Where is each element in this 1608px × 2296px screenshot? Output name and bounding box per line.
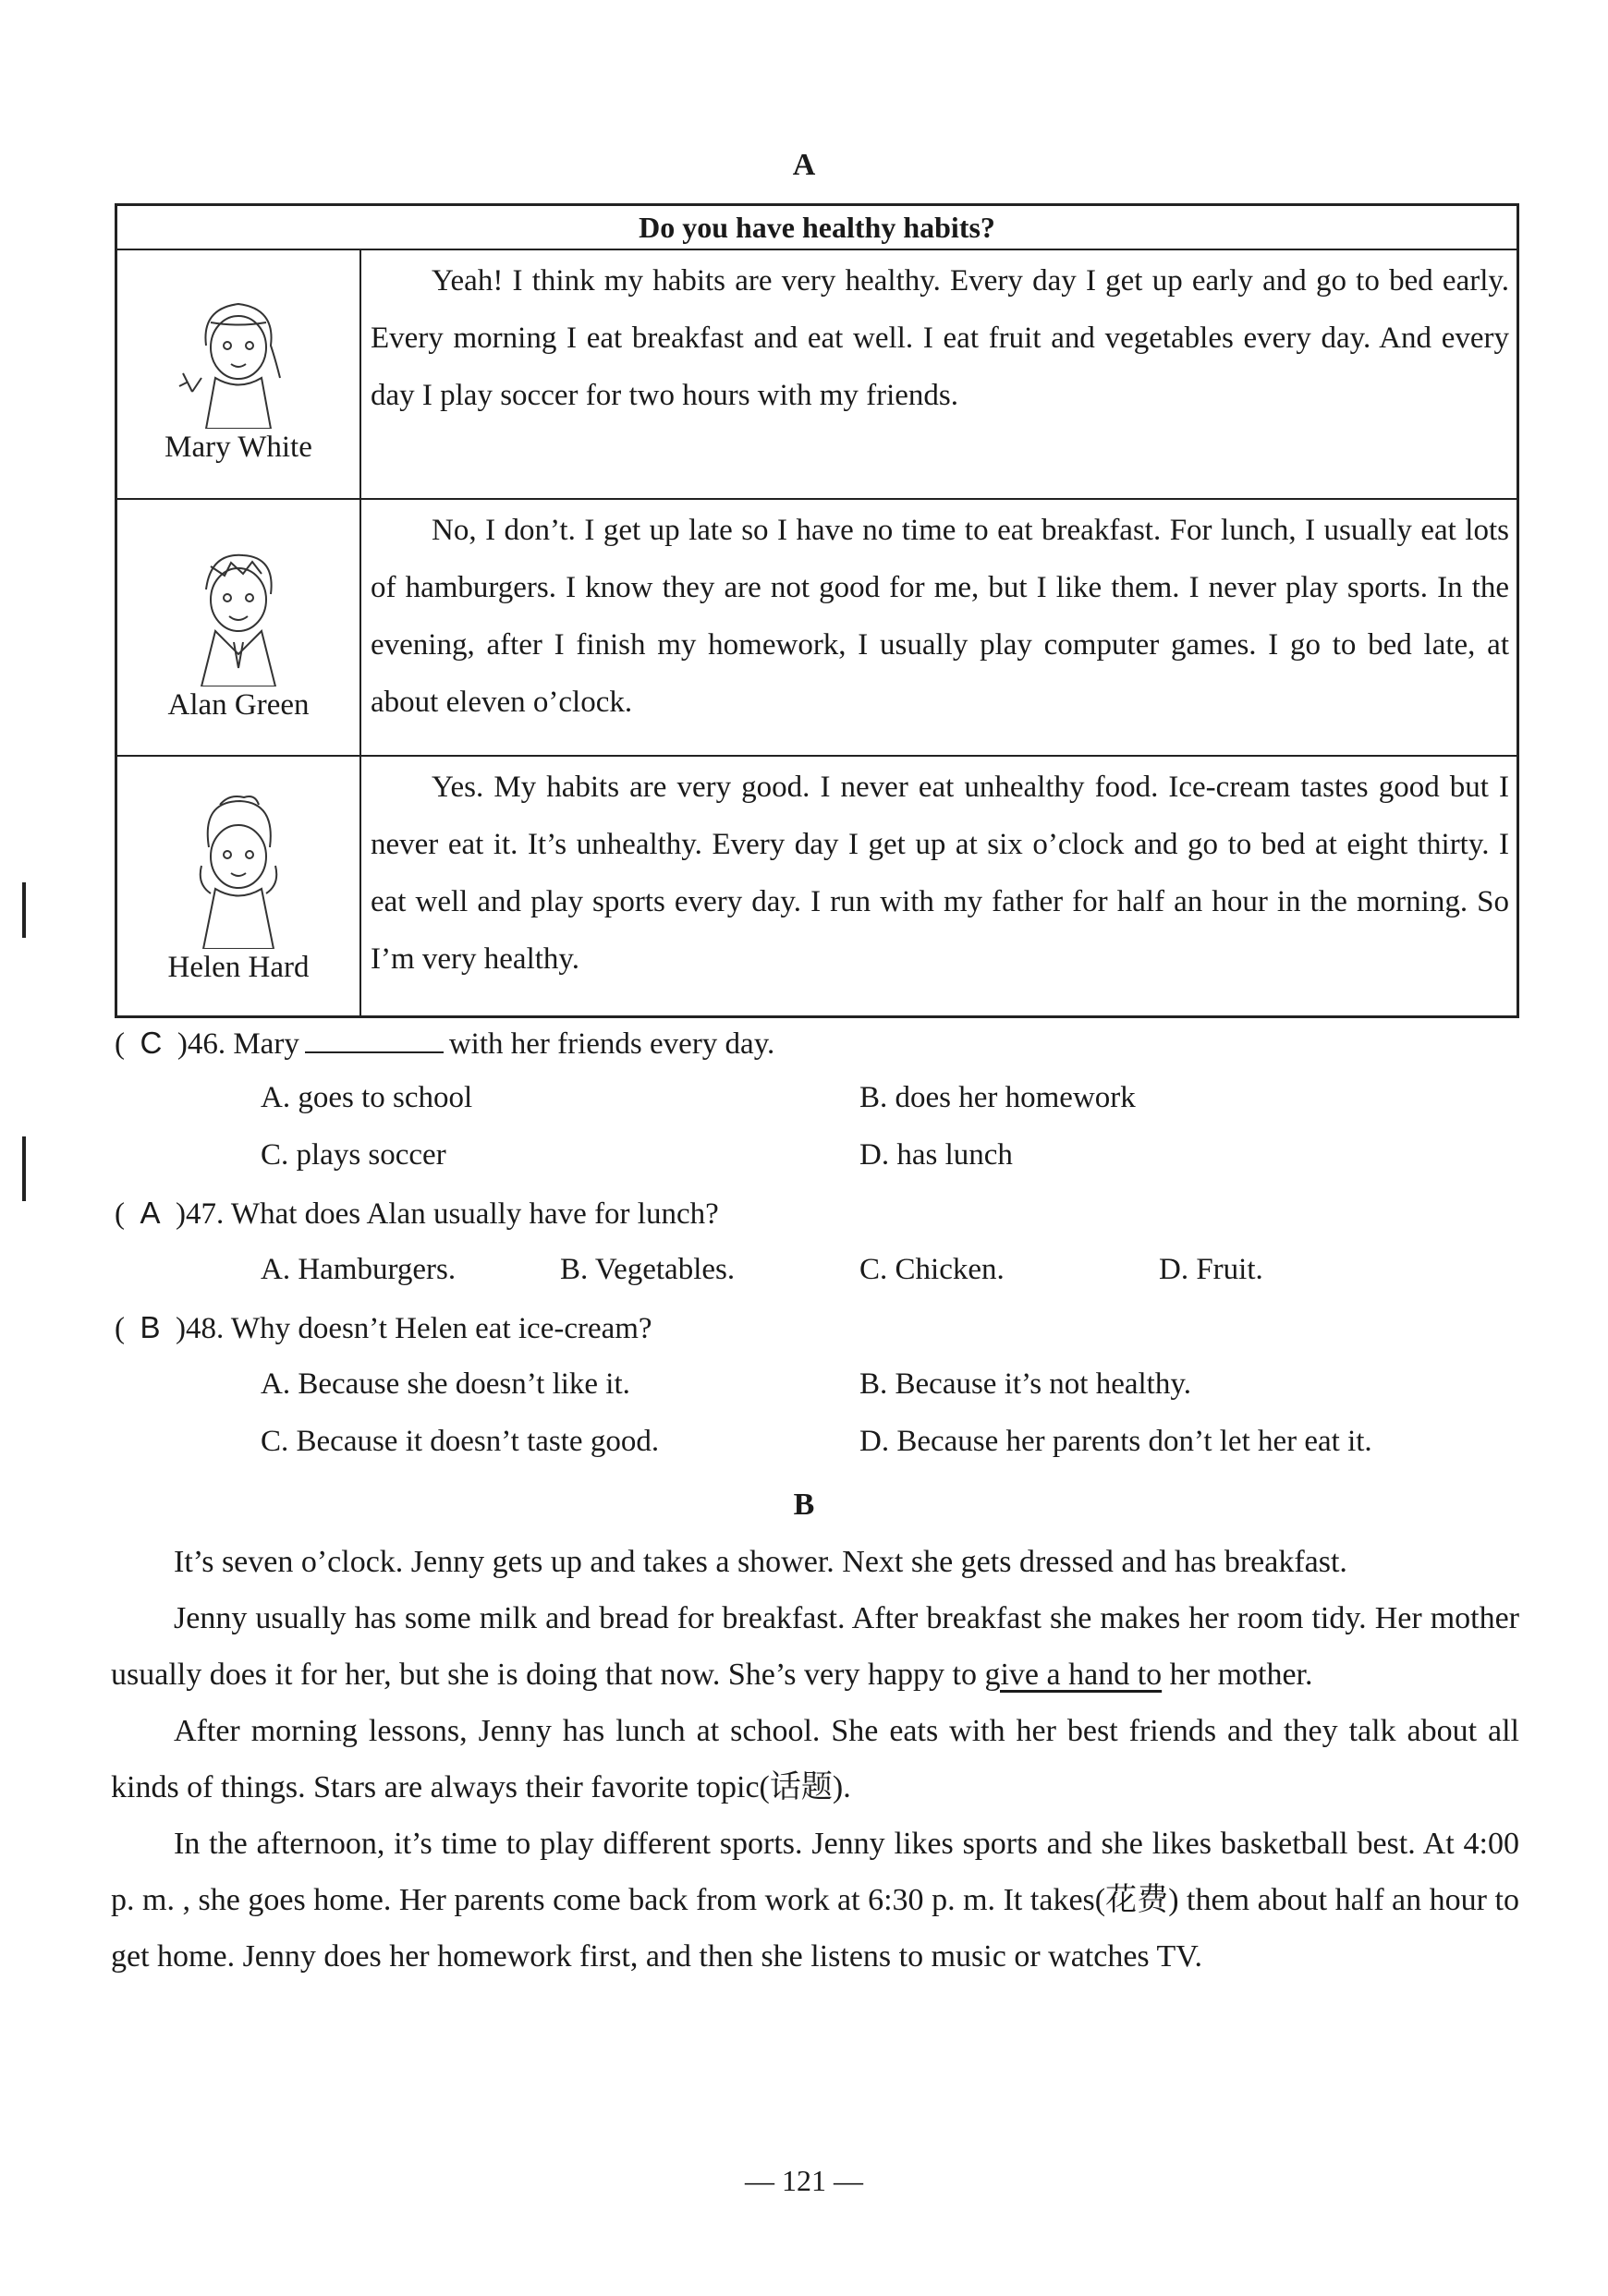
person-cell: [116, 756, 361, 1016]
option: A. Because she doesn’t like it.: [261, 1367, 630, 1401]
option: D. has lunch: [859, 1138, 1013, 1172]
question-number: 48.: [186, 1312, 225, 1345]
margin-mark: [22, 882, 26, 938]
person-statement: No, I don’t. I get up late so I have no time to eat breakfast. For lunch, I usually eat lots of hamburgers. I know they are not good for me, but I like them. I never play sports. In the evening, after I finish my homework, I usually play computer games. I go to bed late, at about eleven o’clock.: [360, 499, 1518, 756]
answer-46: C: [140, 1026, 163, 1060]
table-title: Do you have healthy habits?: [116, 205, 1518, 250]
person-cell: [116, 249, 361, 499]
option: D. Because her parents don’t let her eat it.: [859, 1425, 1372, 1458]
girl-portrait-icon: [174, 290, 303, 429]
girl-portrait-icon: [174, 792, 303, 949]
habits-table: [115, 203, 1519, 1018]
answer-47: A: [140, 1196, 161, 1230]
section-b-label: B: [793, 1488, 815, 1522]
option: C. Chicken.: [859, 1253, 1005, 1286]
question-47: ( A )47. What does Alan usually have for lunch?: [115, 1196, 719, 1231]
question-48: ( B )48. Why doesn’t Helen eat ice-cream?: [115, 1310, 652, 1345]
boy-portrait-icon: [174, 539, 303, 686]
option: A. goes to school: [261, 1081, 473, 1114]
table-row: [116, 499, 1518, 756]
passage-paragraph: [111, 1590, 1519, 1703]
option: B. Because it’s not healthy.: [859, 1367, 1191, 1401]
question-stem: with her friends every day.: [448, 1027, 775, 1061]
option: C. Because it doesn’t taste good.: [261, 1425, 660, 1458]
person-statement: Yes. My habits are very good. I never eat unhealthy food. Ice-cream tastes good but I never eat it. It’s unhealthy. Every day I get up at six o’clock and go to bed at eight thirty. I eat well and play sports every day. I run with my father for half an hour in the morning. So I’m very healthy.: [360, 756, 1518, 1016]
table-row: [116, 756, 1518, 1016]
question-number: 46.: [187, 1027, 226, 1061]
underlined-phrase: give a hand to: [984, 1658, 1163, 1692]
person-statement: Yeah! I think my habits are very healthy. Every day I get up early and go to bed early. Every morning I eat breakfast and eat well. I eat fruit and vegetables every day. And every day I play soccer for two hours with my friends.: [360, 249, 1518, 499]
passage-b: [111, 1534, 1519, 1985]
paragraph-text: her mother.: [1169, 1658, 1313, 1692]
passage-paragraph: It’s seven o’clock. Jenny gets up and takes a shower. Next she gets dressed and has breakfast.: [174, 1545, 1347, 1579]
question-stem: What does Alan usually have for lunch?: [230, 1197, 719, 1231]
question-46: ( C )46. Mary with her friends every day.: [115, 1026, 775, 1061]
option: A. Hamburgers.: [261, 1253, 457, 1286]
option: C. plays soccer: [261, 1138, 446, 1172]
option: D. Fruit.: [1159, 1253, 1263, 1286]
question-number: 47.: [186, 1197, 225, 1231]
passage-paragraph: After morning lessons, Jenny has lunch at school. She eats with her best friends and they talk about all kinds of things. Stars are always their favorite topic(话题).: [111, 1714, 1519, 1804]
option: B. Vegetables.: [560, 1253, 736, 1286]
person-name: Mary White: [164, 430, 312, 464]
option: B. does her homework: [859, 1081, 1136, 1114]
answer-blank: [305, 1024, 444, 1053]
answer-48: B: [140, 1310, 161, 1344]
section-a-label: A: [792, 148, 816, 182]
person-name: Helen Hard: [167, 951, 310, 985]
page-number: — 121 —: [745, 2164, 863, 2197]
person-name: Alan Green: [167, 687, 310, 722]
table-row: [116, 249, 1518, 499]
paragraph-text: Jenny usually has some milk and bread for breakfast. After breakfast she makes her room tidy. Her mother usually does it for her, but she is doing that now. She’s very happy to: [111, 1601, 1519, 1692]
person-cell: [116, 499, 361, 756]
question-stem: Mary: [233, 1027, 299, 1061]
margin-mark: [22, 1136, 26, 1201]
question-stem: Why doesn’t Helen eat ice-cream?: [230, 1312, 652, 1345]
passage-paragraph: In the afternoon, it’s time to play different sports. Jenny likes sports and she likes basketball best. At 4:00 p. m. , she goes home. Her parents come back from work at 6:30 p. m. It takes(花费) them about half an hour to get home. Jenny does her homework first, and then she listens to music or watches TV.: [111, 1827, 1519, 1974]
